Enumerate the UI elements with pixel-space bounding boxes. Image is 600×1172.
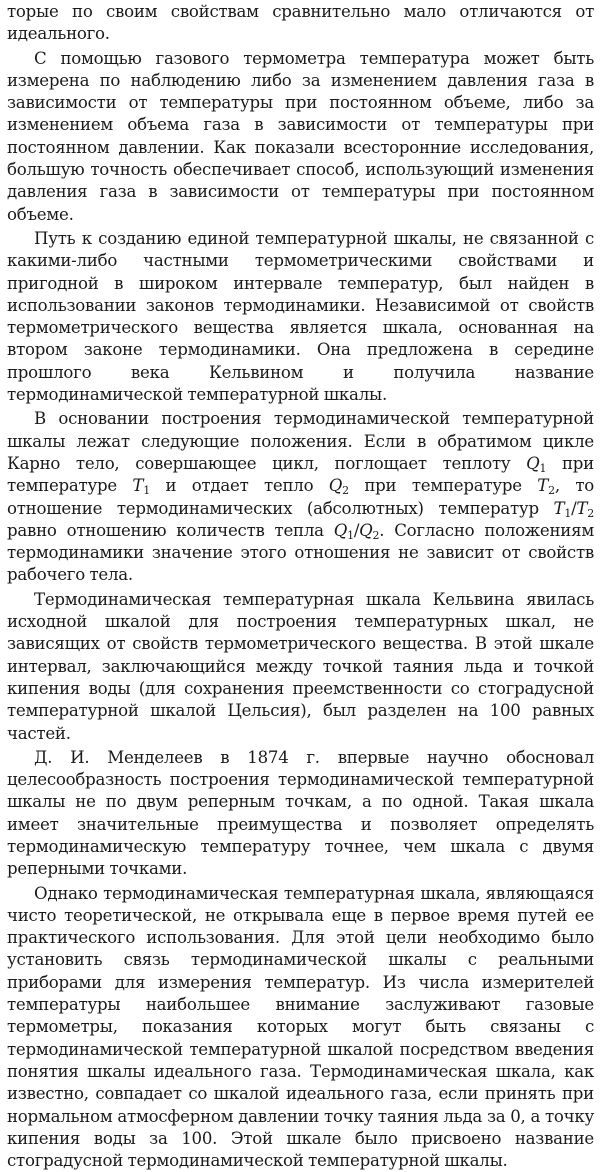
variable-subscript: 1 <box>564 506 572 520</box>
text-run: В основании построения термодинамической температурной шкалы лежат следующие положения. Если в обратимом цикле Карно тело, совершающее цикл, поглощает теплоту <box>7 409 594 473</box>
variable-subscript: 1 <box>347 528 354 542</box>
math-variable <box>526 454 546 473</box>
text-run: при температуре <box>348 476 538 496</box>
math-variable <box>359 521 379 540</box>
text-run: / <box>353 520 360 540</box>
text-run: Термодинамическая температурная шкала Кельвина явилась исходной шкалой для построения температурных шкал, не зависящих от свойств термометрического вещества. В этой шкале интервал, заключающийся между точкой таяния льда и точкой кипения воды (для сохранения преемственности со стоградусной температурной шкалой Цельсия), был разделен на 100 равных частей. <box>7 589 594 743</box>
text-run: . Согласно положениям термодинамики значение этого отношения не зависит от свойств рабочего тела. <box>7 520 594 585</box>
variable-symbol: T <box>576 498 588 518</box>
math-variable <box>132 476 150 498</box>
variable-symbol: Q <box>333 520 348 540</box>
paragraph-2 <box>7 48 594 226</box>
variable-symbol: T <box>132 476 144 496</box>
text-run: торые по своим свойствам сравнительно мало отличаются от идеального. <box>7 2 594 44</box>
paragraph-7 <box>7 883 594 1172</box>
paragraph-5 <box>7 589 594 745</box>
math-variable <box>576 499 594 518</box>
variable-symbol: Q <box>526 453 540 473</box>
text-run: Однако термодинамическая температурная шкала, являющаяся чисто теоретической, не открывала еще в первое время путей ее практического использования. Для этой цели необходимо было установить связь термодинамической шкалы с реальными приборами для измерения температур. Из числа измерителей температуры наибольшее внимание заслуживают газовые термометры, показания которых могут быть связаны с термодинамической температурной шкалой посредством введения понятия шкалы идеального газа. Термодинамическая шкала, как известно, совпадает со шкалой идеального газа, если принять при нормальном атмосферном давлении точку таяния льда за 0, а точку кипения воды за 100. Этой шкале было присвоено название стоградусной термодинамической температурной шкалы. <box>7 883 594 1171</box>
variable-symbol: T <box>553 498 565 518</box>
variable-subscript: 2 <box>587 506 594 520</box>
text-run: и отдает тепло <box>149 476 329 496</box>
variable-subscript: 2 <box>372 528 380 542</box>
variable-subscript: 2 <box>342 484 349 498</box>
variable-symbol: T <box>537 476 549 496</box>
variable-subscript: 2 <box>548 484 555 498</box>
variable-subscript: 1 <box>539 461 547 475</box>
math-variable <box>537 476 555 498</box>
variable-subscript: 1 <box>143 484 150 498</box>
text-run: при температуре <box>7 453 594 496</box>
text-run: равно отношению количеств тепла <box>7 520 334 540</box>
text-run: Путь к созданию единой температурной шкалы, не связанной с какими-либо частными термометрическими свойствами и пригодной в широком интервале температур, был найден в использовании законов термодинамики. Независимой от свойств термометрического вещества является шкала, основанная на втором законе термодинамики. Она предложена в середине прошлого века Кельвином и получила название термодинамической температурной шкалы. <box>7 228 594 405</box>
text-run: / <box>571 498 577 518</box>
math-variable <box>334 521 354 540</box>
variable-symbol: Q <box>359 520 373 540</box>
math-variable <box>328 476 349 498</box>
text-run: Д. И. Менделеев в 1874 г. впервые научно обосновал целесообразность построения термодинамической температурной шкалы не по двум реперным точкам, а по одной. Такая шкала имеет значительные преимущества и позволяет определять термодинамическую температуру точнее, чем шкала с двумя реперными точками. <box>7 747 594 879</box>
text-run: , то отношение термодинамических (абсолютных) температур <box>7 476 594 518</box>
paragraph-1 <box>7 1 594 46</box>
variable-symbol: Q <box>328 476 343 496</box>
paragraph-4 <box>7 408 594 586</box>
math-variable <box>554 499 572 518</box>
paragraph-6 <box>7 747 594 881</box>
paragraph-3 <box>7 228 594 406</box>
text-run: С помощью газового термометра температура может быть измерена по наблюдению либо за изменением давления газа в зависимости от температуры при постоянном объеме, либо за изменением объема газа в зависимости от температуры при постоянном давлении. Как показали всесторонние исследования, большую точность обеспечивает способ, использующий изменения давления газа в зависимости от температуры при постоянном объеме. <box>7 48 594 224</box>
